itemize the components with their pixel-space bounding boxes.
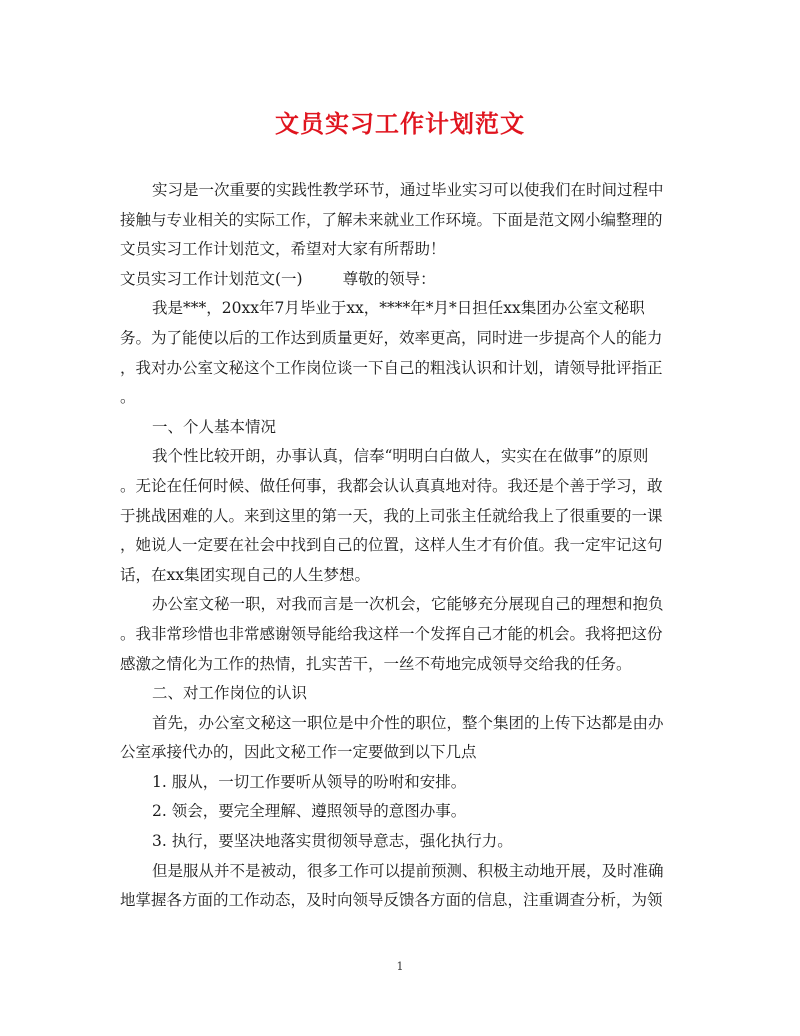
section-heading: 一、个人基本情况 (152, 417, 277, 436)
list-item: 1. 服从，一切工作要听从领导的吩咐和安排。 (152, 772, 467, 791)
sample-heading: 文员实习工作计划范文(一) (120, 269, 303, 288)
paragraph-line: 于挑战困难的人。来到这里的第一天，我的上司张主任就给我上了很重要的一课 (120, 506, 663, 525)
section-heading-line (120, 265, 680, 295)
paragraph-line: 感激之情化为工作的热情，扎实苦干，一丝不苟地完成领导交给我的任务。 (120, 654, 632, 673)
section-heading: 二、对工作岗位的认识 (152, 684, 308, 703)
paragraph-line: ，我对办公室文秘这个工作岗位谈一下自己的粗浅认识和计划，请领导批评指正 (120, 358, 663, 377)
paragraph-line: 办公室文秘一职，对我而言是一次机会，它能够充分展现自己的理想和抱负 (152, 595, 664, 614)
paragraph-line: 话，在xx集团实现自己的人生梦想。 (120, 565, 370, 584)
paragraph-line: 接触与专业相关的实际工作，了解未来就业工作环境。下面是范文网小编整理的 (120, 210, 663, 229)
list-item: 3. 执行，要坚决地落实贯彻领导意志，强化执行力。 (152, 832, 513, 851)
paragraph-line: 文员实习工作计划范文，希望对大家有所帮助！ (120, 240, 446, 259)
salutation: 尊敬的领导： (342, 269, 436, 288)
paragraph-line: 地掌握各方面的工作动态，及时向领导反馈各方面的信息，注重调查分析，为领 (120, 891, 663, 910)
paragraph-line: 。 (120, 388, 136, 407)
paragraph-line: 首先，办公室文秘这一职位是中介性的职位，整个集团的上传下达都是由办 (152, 713, 664, 732)
paragraph-line: 。无论在任何时候、做任何事，我都会认认真真地对待。我还是个善于学习，敢 (120, 476, 663, 495)
page-number: 1 (396, 960, 404, 973)
paragraph-line: 我个性比较开朗，办事认真，信奉“明明白白做人，实实在在做事”的原则 (152, 447, 649, 466)
paragraph-line: 我是***，20xx年7月毕业于xx，****年*月*日担任xx集团办公室文秘职 (152, 299, 645, 318)
document-title: 文员实习工作计划范文 (275, 109, 525, 138)
paragraph-line: ，她说人一定要在社会中找到自己的位置，这样人生才有价值。我一定牢记这句 (120, 536, 663, 555)
paragraph-line: 。我非常珍惜也非常感谢领导能给我这样一个发挥自己才能的机会。我将把这份 (120, 624, 663, 643)
paragraph-line: 务。为了能使以后的工作达到质量更好，效率更高，同时进一步提高个人的能力 (120, 328, 663, 347)
document-body (120, 176, 680, 916)
paragraph-line: 实习是一次重要的实践性教学环节，通过毕业实习可以使我们在时间过程中 (152, 181, 664, 199)
paragraph-line: 但是服从并不是被动，很多工作可以提前预测、积极主动地开展，及时准确 (152, 861, 664, 880)
list-item: 2. 领会，要完全理解、遵照领导的意图办事。 (152, 802, 467, 821)
paragraph-line: 公室承接代办的，因此文秘工作一定要做到以下几点 (120, 743, 477, 762)
